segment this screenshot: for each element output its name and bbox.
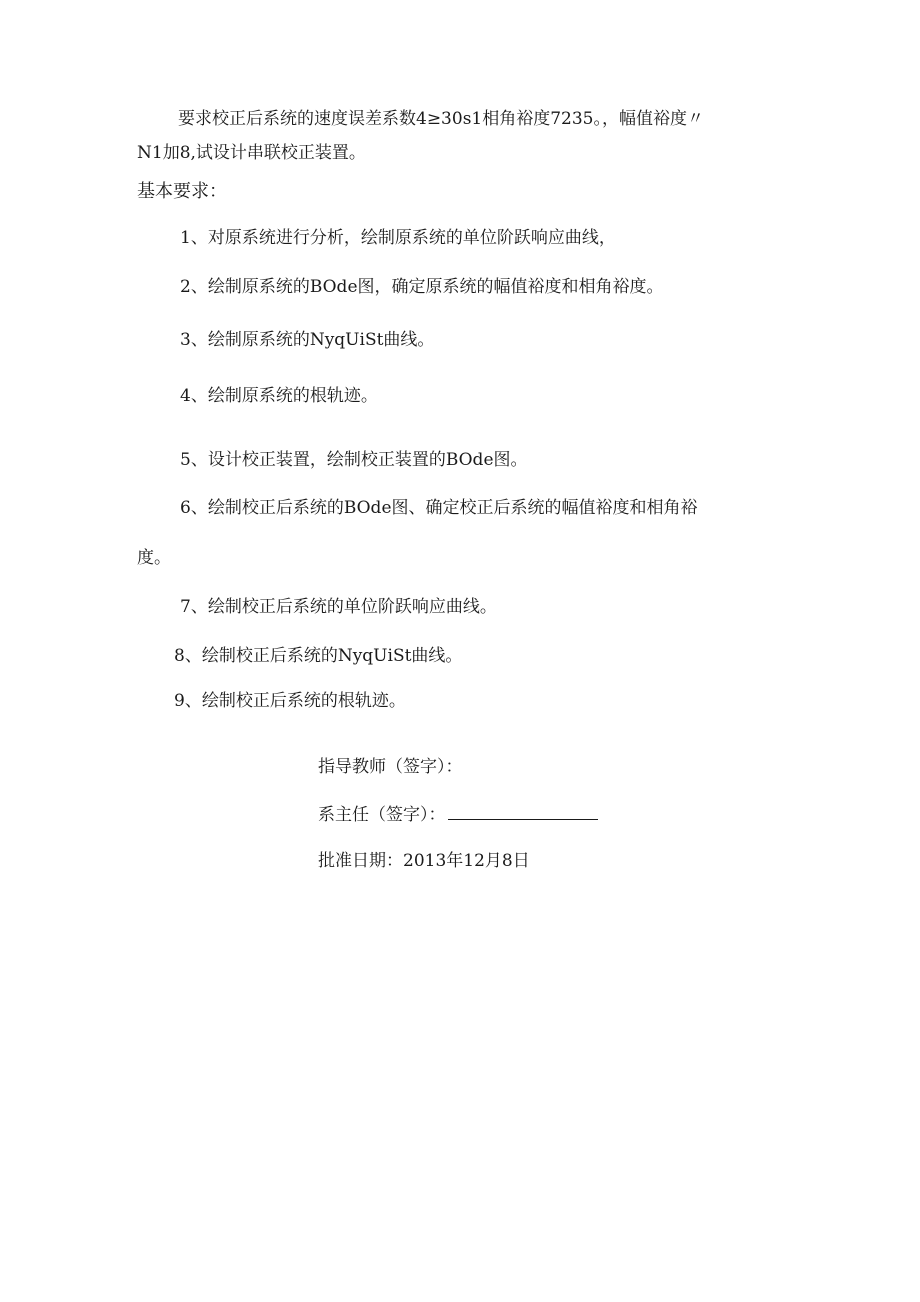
requirement-item-1: 1、对原系统进行分析，绘制原系统的单位阶跃响应曲线， <box>180 228 616 248</box>
requirement-item-8: 8、绘制校正后系统的NyqUiSt曲线。 <box>174 646 463 666</box>
requirement-item-3: 3、绘制原系统的NyqUiSt曲线。 <box>180 330 435 350</box>
intro-line-2: N1加8,试设计串联校正装置。 <box>137 143 366 163</box>
requirements-heading: 基本要求： <box>137 181 227 202</box>
requirement-item-7: 7、绘制校正后系统的单位阶跃响应曲线。 <box>180 597 497 617</box>
director-signature-row <box>318 804 598 826</box>
director-signature-label: 系主任（签字）： <box>318 805 446 825</box>
requirement-item-9: 9、绘制校正后系统的根轨迹。 <box>174 691 406 711</box>
requirement-item-5: 5、设计校正装置，绘制校正装置的BOde图。 <box>180 450 528 470</box>
requirement-item-6: 6、绘制校正后系统的BOde图、确定校正后系统的幅值裕度和相角裕 <box>180 498 698 518</box>
requirement-item-6-continued: 度。 <box>137 548 171 568</box>
intro-line-1: 要求校正后系统的速度误差系数4≥30s1相角裕度7235。，幅值裕度〃 <box>178 109 704 129</box>
approval-date: 批准日期：2013年12月8日 <box>318 851 530 871</box>
requirement-item-2: 2、绘制原系统的BOde图，确定原系统的幅值裕度和相角裕度。 <box>180 277 664 297</box>
director-signature-blank <box>448 805 598 820</box>
requirement-item-4: 4、绘制原系统的根轨迹。 <box>180 386 378 406</box>
advisor-signature: 指导教师（签字）： <box>318 757 463 777</box>
